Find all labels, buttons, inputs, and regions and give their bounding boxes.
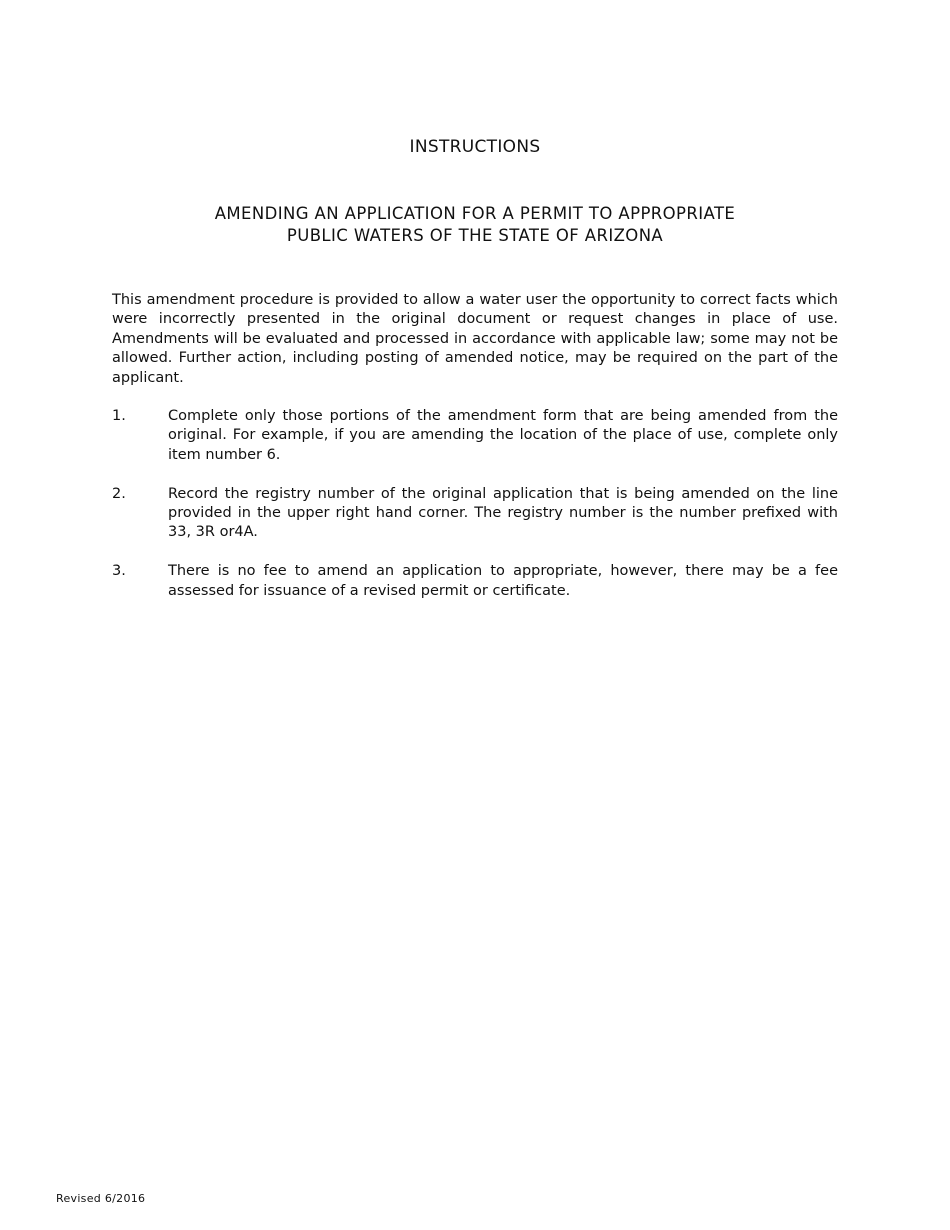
item-text: Complete only those portions of the amendment form that are being amended from the original. For example, if you are amending the location of the place of use, complete only item number 6.	[168, 408, 838, 463]
title-line-1: AMENDING AN APPLICATION FOR A PERMIT TO APPROPRIATE	[214, 204, 736, 223]
list-item	[112, 562, 838, 601]
title-line-2: PUBLIC WATERS OF THE STATE OF ARIZONA	[286, 226, 664, 245]
list-item	[112, 407, 838, 465]
item-number: 3.	[112, 563, 126, 580]
document-title	[0, 203, 950, 247]
page-heading: INSTRUCTIONS	[409, 137, 541, 157]
revision-footer: Revised 6/2016	[56, 1192, 146, 1205]
item-number: 1.	[112, 408, 126, 424]
item-text: There is no fee to amend an application to appropriate, however, there may be a fee assessed for issuance of a revised permit or certificate.	[168, 563, 838, 599]
instruction-list	[112, 407, 838, 620]
intro-paragraph: This amendment procedure is provided to allow a water user the opportunity to correct facts which were incorrectly presented in the original document or request changes in place of use. Amendments will be evaluated and processed in accordance with applicable law; some may not be allowed. Further action, including posting of amended notice, may be required on the part of the applicant.	[112, 292, 838, 386]
item-text: Record the registry number of the original application that is being amended on the line provided in the upper right hand corner. The registry number is the number prefixed with 33, 3R or4A.	[168, 485, 838, 541]
item-number: 2.	[112, 485, 126, 502]
list-item	[112, 485, 838, 543]
